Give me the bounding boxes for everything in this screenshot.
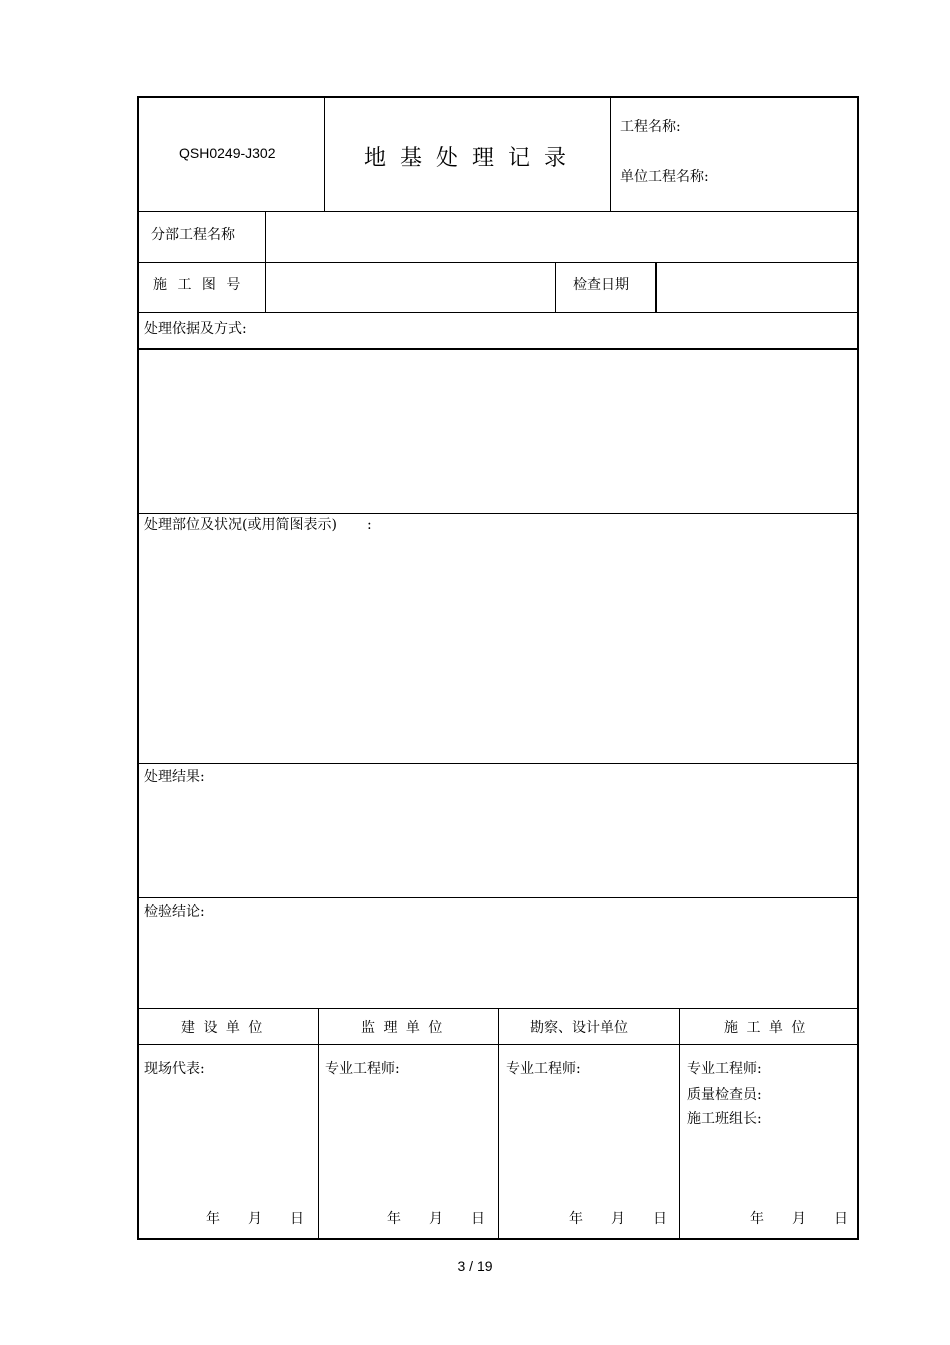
design-signature-area[interactable]: [499, 1083, 679, 1195]
contractor-engineer-label: 专业工程师:: [687, 1061, 762, 1077]
divider: [139, 897, 857, 898]
divider: [610, 98, 611, 211]
basis-field[interactable]: [139, 350, 857, 513]
location-label: [144, 516, 372, 534]
divider: [139, 763, 857, 764]
year-label: 年: [206, 1211, 220, 1227]
signature-header-supervisor: 监 理 单 位: [361, 1020, 443, 1036]
page-number: 3 / 19: [457, 1258, 493, 1274]
date-row-supervisor[interactable]: [387, 1210, 485, 1228]
month-label: 月: [248, 1211, 262, 1227]
location-field[interactable]: [139, 538, 857, 763]
form-title: 地基处理记录: [364, 146, 581, 171]
site-representative-label: 现场代表:: [144, 1061, 205, 1077]
divider: [679, 1008, 680, 1240]
month-label: 月: [792, 1211, 806, 1227]
year-label: 年: [750, 1211, 764, 1227]
drawing-number-field[interactable]: [266, 263, 555, 312]
signature-header-contractor: 施 工 单 位: [724, 1020, 806, 1036]
supervisor-signature-area[interactable]: [319, 1083, 498, 1195]
form-code: QSH0249-J302: [179, 145, 276, 161]
month-label: 月: [429, 1211, 443, 1227]
unit-project-name-label: 单位工程名称:: [620, 169, 709, 185]
basis-label: 处理依据及方式:: [144, 321, 247, 337]
record-form: [137, 96, 859, 1240]
check-date-label: 检查日期: [573, 277, 629, 293]
year-label: 年: [569, 1211, 583, 1227]
day-label: 日: [471, 1211, 485, 1227]
project-name-label: 工程名称:: [620, 119, 681, 135]
day-label: 日: [290, 1211, 304, 1227]
sub-project-name-label: 分部工程名称: [151, 227, 235, 243]
divider: [555, 262, 556, 312]
year-label: 年: [387, 1211, 401, 1227]
signature-header-owner: 建 设 单 位: [181, 1020, 263, 1036]
date-row-owner[interactable]: [206, 1210, 304, 1228]
quality-inspector-label: 质量检查员:: [687, 1087, 762, 1103]
contractor-signature-area[interactable]: [680, 1133, 857, 1195]
month-label: 月: [611, 1211, 625, 1227]
design-engineer-label: 专业工程师:: [506, 1061, 581, 1077]
conclusion-label: 检验结论:: [144, 904, 205, 920]
day-label: 日: [653, 1211, 667, 1227]
drawing-number-label: 施 工 图 号: [153, 277, 241, 293]
result-label: 处理结果:: [144, 769, 205, 785]
day-label: 日: [834, 1211, 848, 1227]
divider: [139, 312, 857, 313]
owner-signature-area[interactable]: [139, 1045, 318, 1195]
result-field[interactable]: [139, 788, 857, 897]
signature-header-design: 勘察、设计单位: [530, 1020, 628, 1036]
conclusion-field[interactable]: [139, 923, 857, 1008]
divider: [139, 513, 857, 514]
sub-project-name-field[interactable]: [266, 212, 857, 262]
location-label-text: 处理部位及状况(或用简图表示): [144, 517, 337, 533]
team-leader-label: 施工班组长:: [687, 1111, 762, 1127]
divider: [324, 98, 325, 211]
supervisor-engineer-label: 专业工程师:: [325, 1061, 400, 1077]
date-row-design[interactable]: [569, 1210, 667, 1228]
date-row-contractor[interactable]: [750, 1210, 848, 1228]
check-date-field[interactable]: [657, 263, 857, 312]
location-label-colon: :: [366, 517, 372, 533]
